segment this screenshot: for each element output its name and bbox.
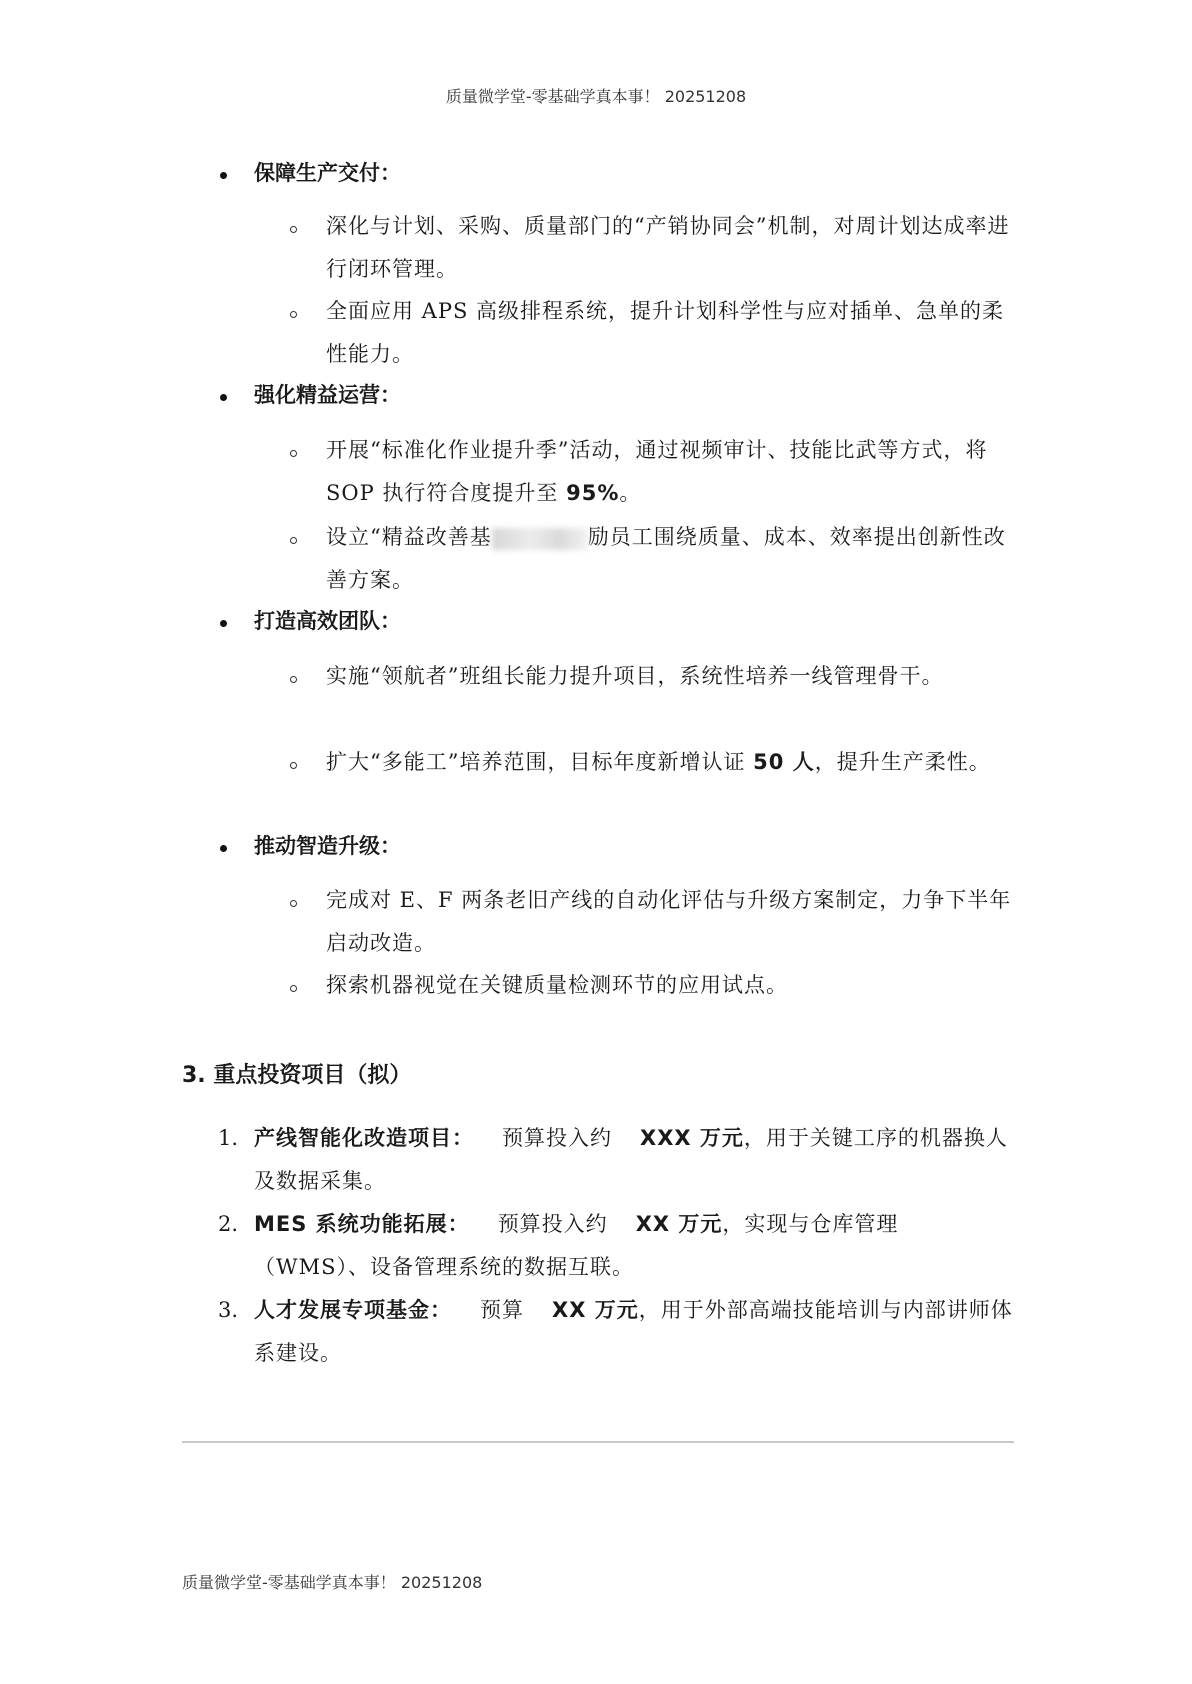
list-item-amount: XX 万元 xyxy=(552,1298,639,1322)
list-item-text: 扩大“多能工”培养范围，目标年度新增认证 xyxy=(326,750,754,774)
list-item-highlight: 95% xyxy=(566,481,620,505)
bullet-title: 推动智造升级： xyxy=(254,834,401,858)
list-item-text: 开展“标准化作业提升季”活动，通过视频审计、技能比武等方式，将 SOP 执行符合度提升至 xyxy=(326,438,988,505)
list-item-highlight: 50 人 xyxy=(753,750,815,774)
bullet-title: 打造高效团队： xyxy=(254,609,401,633)
sub-bullet-circle xyxy=(290,226,297,233)
list-item xyxy=(326,429,1016,515)
list-item-text: 设立“精益改善基 xyxy=(326,525,492,549)
list-item-text: ，用于外部高端技能培训与内部讲师体系建设。 xyxy=(254,1298,1013,1365)
redacted-blur xyxy=(492,528,588,550)
page-footer: 质量微学堂-零基础学真本事！ 20251208 xyxy=(182,1573,483,1592)
list-item: 实施“领航者”班组长能力提升项目，系统性培养一线管理骨干。 xyxy=(326,664,944,688)
sub-bullet-circle xyxy=(290,311,297,318)
list-item-title: MES 系统功能拓展： xyxy=(254,1212,470,1236)
list-item-text: 励员工围绕质量、成本、效率提出创新性改善方案。 xyxy=(326,525,1006,592)
list-item-title: 人才发展专项基金： xyxy=(254,1298,452,1322)
bullet-title: 保障生产交付： xyxy=(254,161,401,185)
list-item xyxy=(254,1117,1014,1203)
list-item: 全面应用 APS 高级排程系统，提升计划科学性与应对插单、急单的柔性能力。 xyxy=(326,299,1005,366)
sub-bullet-circle xyxy=(290,900,297,907)
sub-bullet-circle xyxy=(290,762,297,769)
list-item-text: ，用于关键工序的机器换人及数据采集。 xyxy=(254,1126,1008,1193)
list-item: 完成对 E、F 两条老旧产线的自动化评估与升级方案制定，力争下半年启动改造。 xyxy=(326,888,1012,955)
bullet-dot xyxy=(220,394,227,401)
list-item-text: 预算 xyxy=(480,1298,524,1322)
divider xyxy=(182,1441,1014,1443)
sub-bullet-circle xyxy=(290,985,297,992)
list-item xyxy=(254,1203,1014,1289)
list-item-text: ，实现与仓库管理（WMS）、设备管理系统的数据互联。 xyxy=(254,1212,899,1279)
list-item-text: 。 xyxy=(619,481,642,505)
list-item-text: ，提升生产柔性。 xyxy=(814,750,991,774)
bullet-title: 强化精益运营： xyxy=(254,383,401,407)
list-item xyxy=(326,516,1016,602)
page-header: 质量微学堂-零基础学真本事！ 20251208 xyxy=(445,87,747,106)
bullet-dot xyxy=(220,172,227,179)
list-item-text: 预算投入约 xyxy=(502,1126,612,1150)
bullet-dot xyxy=(220,845,227,852)
section-heading: 3. 重点投资项目（拟） xyxy=(182,1063,412,1088)
sub-bullet-circle xyxy=(290,537,297,544)
bullet-dot xyxy=(220,620,227,627)
sub-bullet-circle xyxy=(290,676,297,683)
list-item xyxy=(326,741,1016,784)
sub-bullet-circle xyxy=(290,450,297,457)
list-number: 2. xyxy=(218,1212,239,1236)
list-item-title: 产线智能化改造项目： xyxy=(254,1126,474,1150)
list-item-text: 预算投入约 xyxy=(497,1212,608,1236)
list-item: 探索机器视觉在关键质量检测环节的应用试点。 xyxy=(326,973,788,997)
list-item xyxy=(254,1289,1014,1375)
list-item-amount: XXX 万元 xyxy=(640,1126,744,1150)
list-number: 3. xyxy=(218,1298,239,1322)
list-item: 深化与计划、采购、质量部门的“产销协同会”机制，对周计划达成率进行闭环管理。 xyxy=(326,214,1010,281)
list-item-amount: XX 万元 xyxy=(635,1212,723,1236)
list-number: 1. xyxy=(218,1126,239,1150)
